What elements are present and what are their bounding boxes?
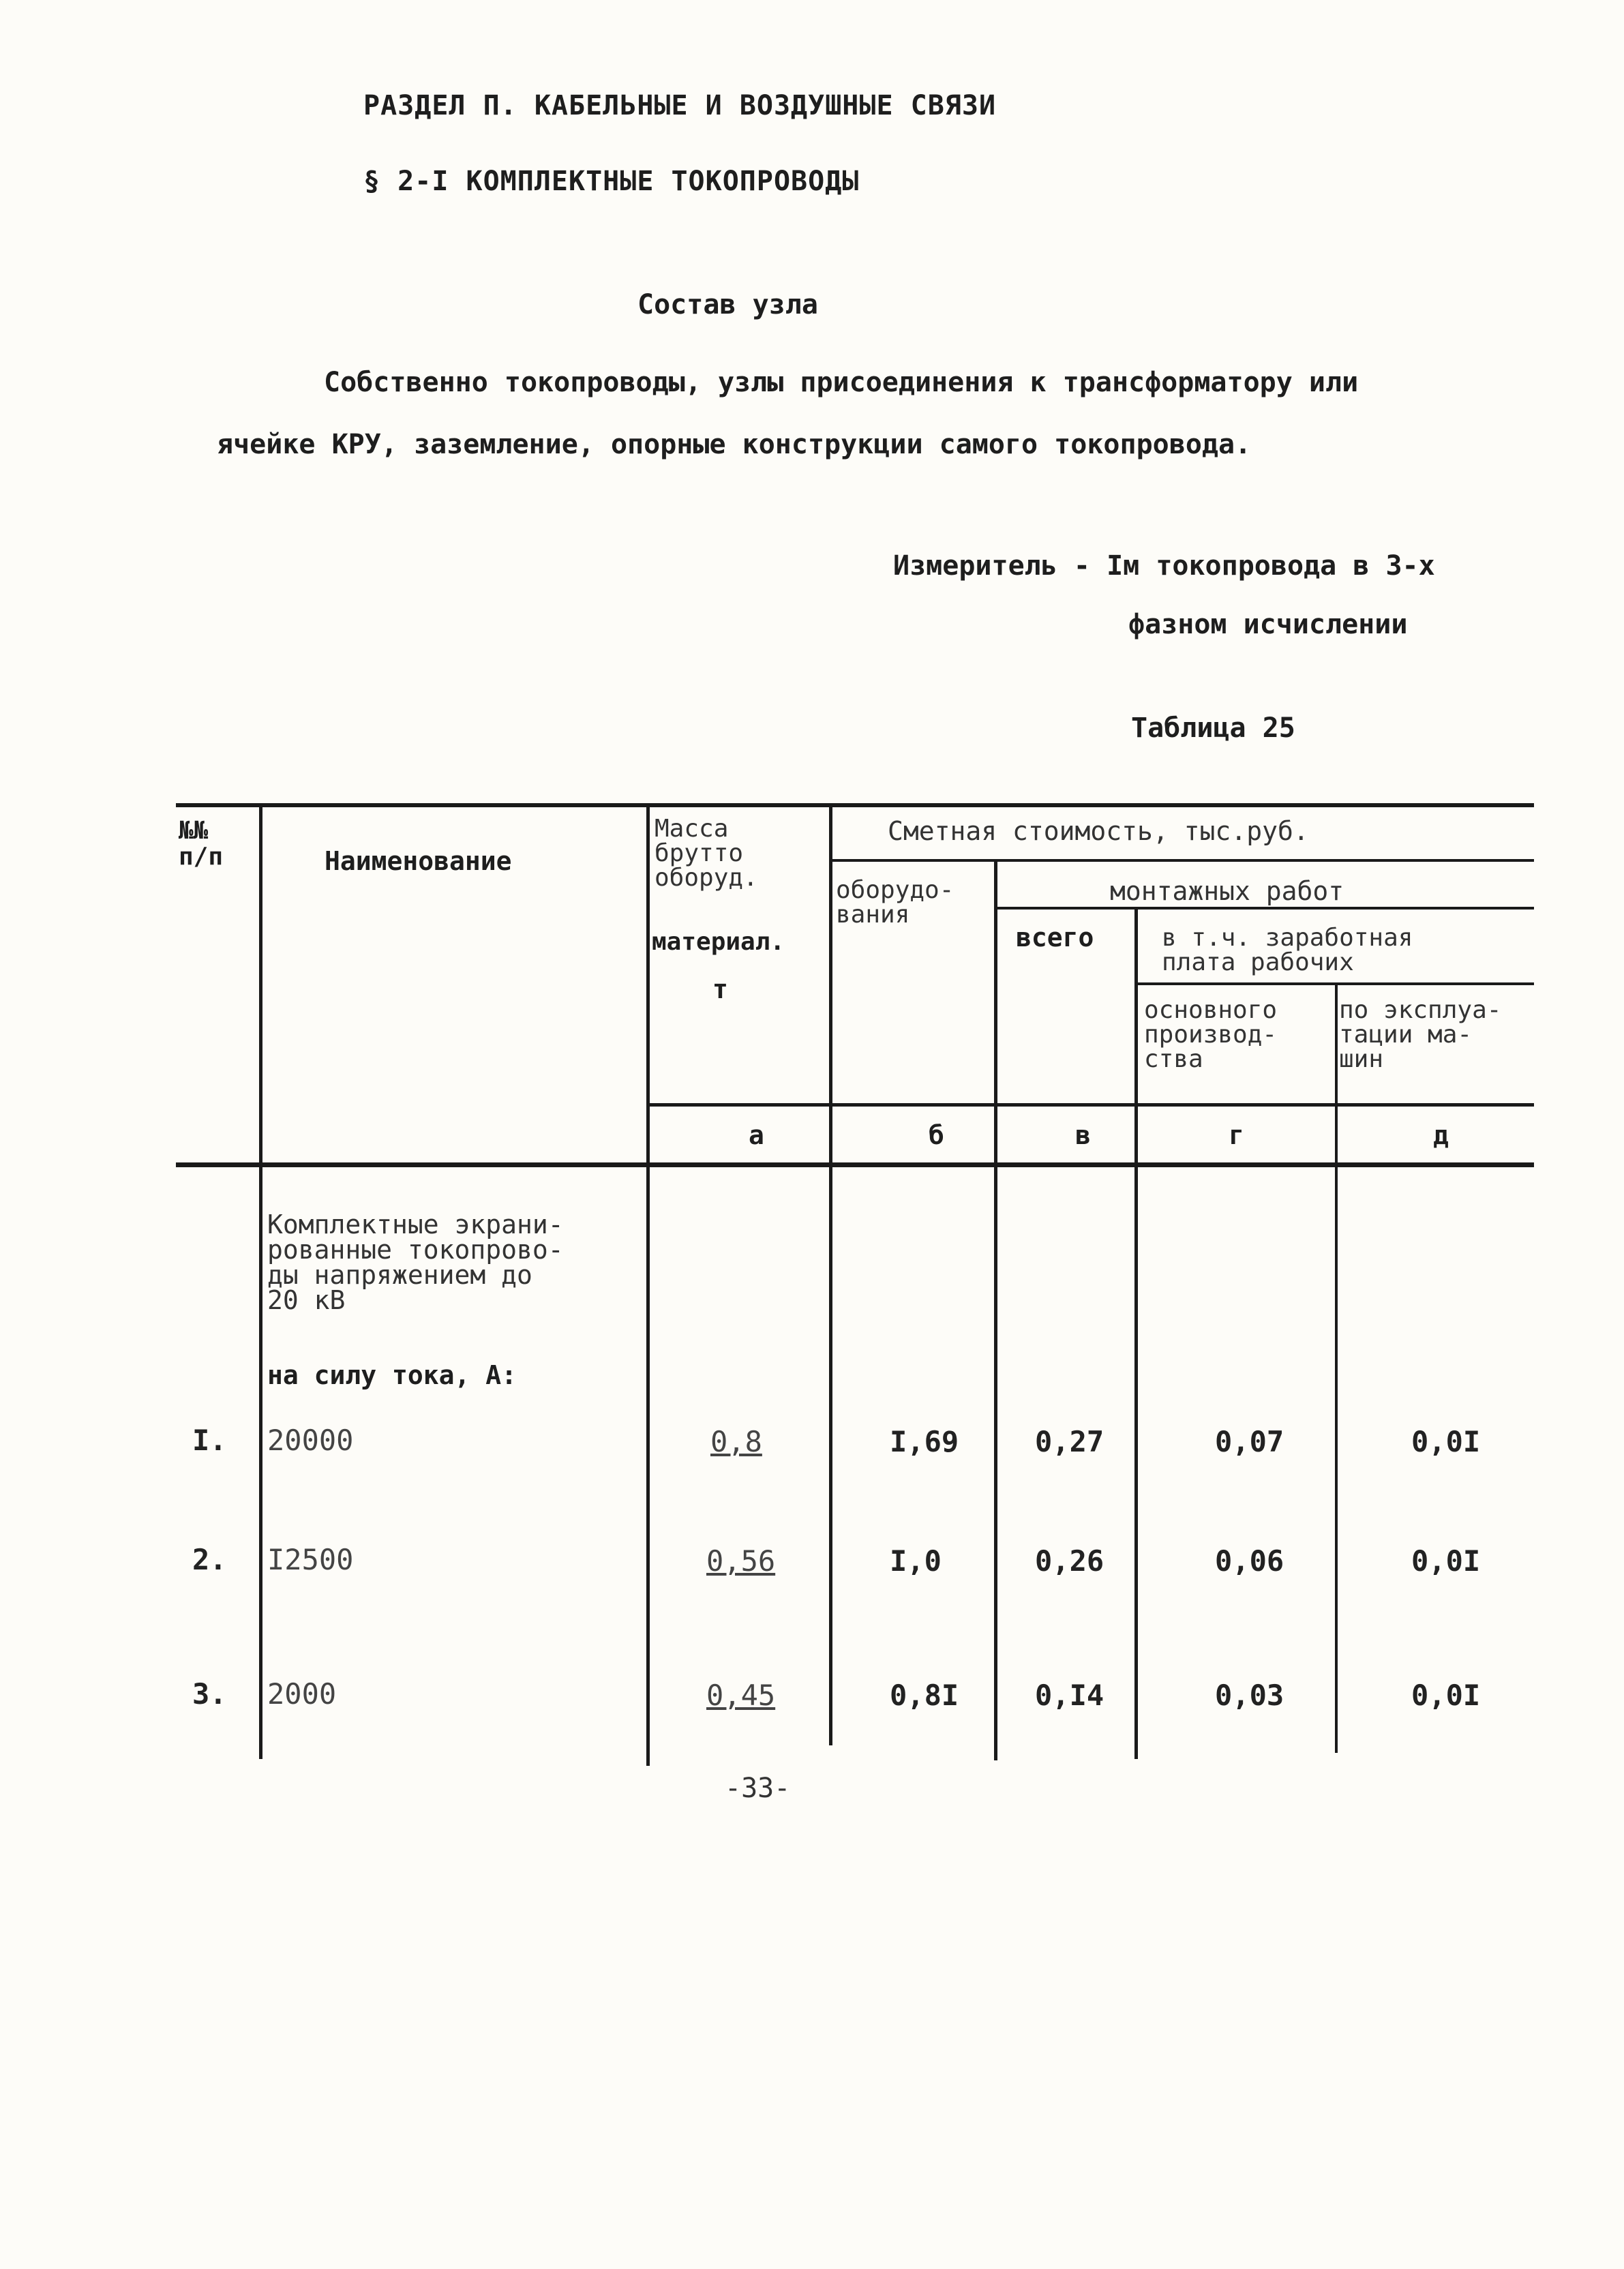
col-divider-6 — [1335, 982, 1338, 1753]
section-title: РАЗДЕЛ П. КАБЕЛЬНЫЕ И ВОЗДУШНЫЕ СВЯЗИ — [363, 90, 997, 121]
row-1-num: I. — [192, 1424, 227, 1457]
row-3-mass: 0,45 — [706, 1679, 776, 1712]
composition-heading: Состав узла — [637, 289, 818, 320]
header-bottom-border — [176, 1162, 1534, 1167]
header-name: Наименование — [325, 846, 512, 876]
table-top-border — [176, 803, 1534, 807]
row-3-equipment: 0,8I — [890, 1679, 959, 1712]
header-num: №№ п/п — [179, 817, 224, 871]
letters-top-line — [648, 1103, 1534, 1107]
col-divider-2 — [646, 805, 650, 1766]
row-2-num: 2. — [192, 1543, 227, 1576]
header-cost: Сметная стоимость, тыс.руб. — [888, 816, 1309, 846]
letter-g: г — [1229, 1120, 1244, 1150]
composition-line-2: ячейке КРУ, заземление, опорные конструкции самого токопровода. — [217, 429, 1252, 460]
composition-line-1: Собственно токопроводы, узлы присоединения к трансформатору или — [324, 367, 1359, 398]
header-total: всего — [1016, 922, 1094, 952]
row-2-main: 0,06 — [1215, 1544, 1284, 1578]
row-3-name: 2000 — [267, 1677, 337, 1711]
row-1-name: 20000 — [267, 1424, 354, 1457]
header-machines: по эксплуа- тации ма- шин — [1339, 996, 1502, 1073]
row-2-name: I2500 — [267, 1543, 354, 1576]
subsection-title: § 2-I КОМПЛЕКТНЫЕ ТОКОПРОВОДЫ — [363, 166, 860, 197]
group-description-current: на силу тока, А: — [267, 1360, 517, 1390]
row-2-machines: 0,0I — [1411, 1544, 1481, 1578]
header-equipment: оборудо- вания — [836, 876, 954, 929]
row-2-total: 0,26 — [1035, 1544, 1104, 1578]
row-3-total: 0,I4 — [1035, 1679, 1104, 1712]
row-2-mass: 0,56 — [706, 1544, 776, 1578]
header-install: монтажных работ — [1110, 876, 1344, 906]
col-divider-3 — [829, 805, 832, 1745]
row-1-main: 0,07 — [1215, 1425, 1284, 1458]
group-description: Комплектные экрани- рованные токопрово- ды напряжением до 20 кВ — [267, 1209, 564, 1315]
measure-line-2: фазном исчислении — [1128, 609, 1408, 640]
page-number: -33- — [725, 1773, 791, 1804]
cost-header-underline — [830, 859, 1534, 862]
row-1-total: 0,27 — [1035, 1425, 1104, 1458]
col-divider-1 — [259, 805, 262, 1759]
row-3-num: 3. — [192, 1677, 227, 1711]
header-wage: в т.ч. заработная плата рабочих — [1162, 924, 1413, 976]
row-1-machines: 0,0I — [1411, 1425, 1481, 1458]
header-main: основного производ- ства — [1144, 996, 1278, 1073]
table-label: Таблица 25 — [1131, 712, 1295, 744]
col-divider-4 — [994, 860, 997, 1760]
header-mass-material: материал. — [652, 928, 785, 956]
measure-line-1: Измеритель - Iм токопровода в 3-х — [893, 550, 1435, 582]
row-3-main: 0,03 — [1215, 1679, 1284, 1712]
row-1-mass: 0,8 — [710, 1425, 762, 1458]
letter-v: в — [1075, 1120, 1091, 1150]
header-mass: Масса брутто оборуд. — [655, 815, 758, 892]
install-header-underline — [997, 907, 1534, 910]
letter-b: б — [929, 1120, 944, 1150]
row-3-machines: 0,0I — [1411, 1679, 1481, 1712]
col-divider-5 — [1134, 907, 1138, 1759]
row-1-equipment: I,69 — [890, 1425, 959, 1458]
letter-d: д — [1433, 1120, 1449, 1150]
header-mass-unit: т — [712, 974, 728, 1004]
letter-a: а — [749, 1120, 764, 1150]
row-2-equipment: I,0 — [890, 1544, 942, 1578]
